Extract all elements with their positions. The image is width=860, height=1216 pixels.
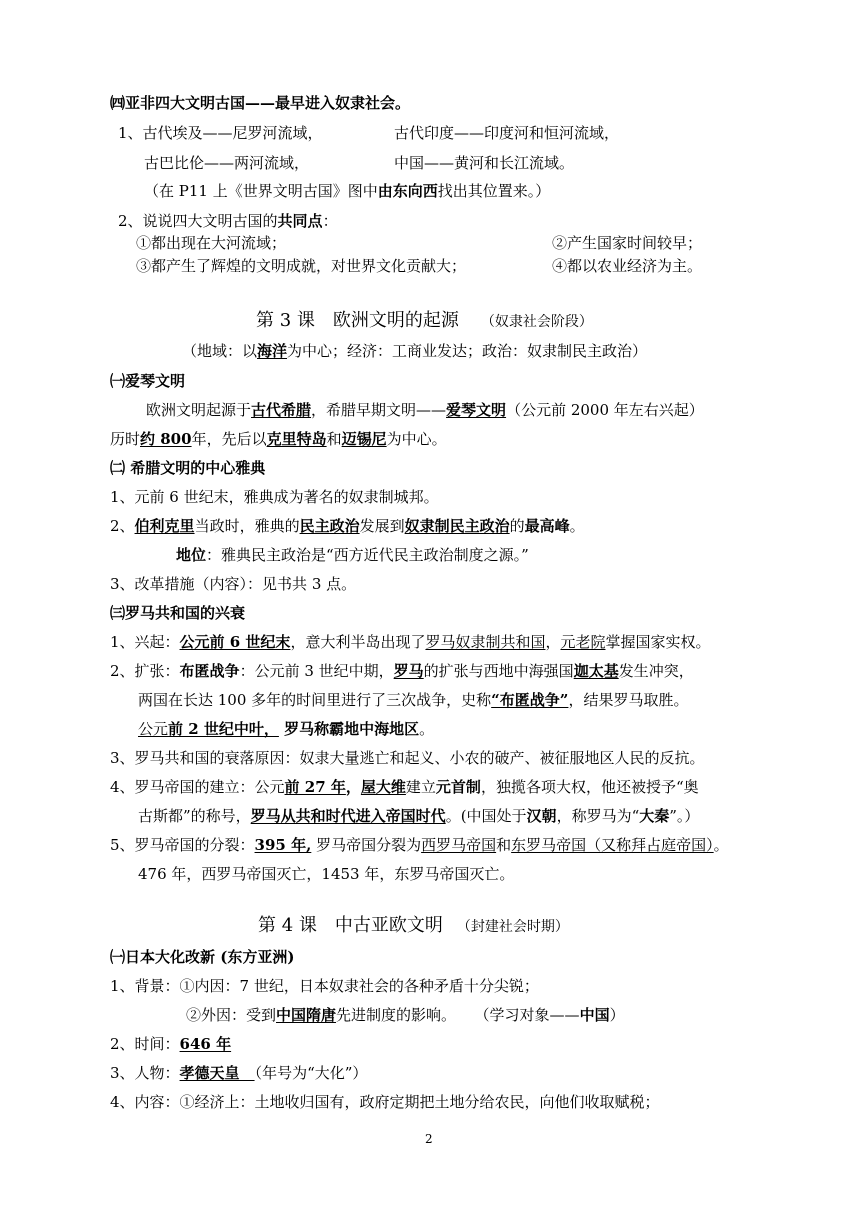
rome-dominates: 罗马称霸地中海地区 <box>278 720 420 738</box>
t: ，称罗马为“ <box>556 807 640 825</box>
principate: 元首制 <box>435 778 481 796</box>
position-label: 地位 <box>176 546 207 564</box>
t: 的 <box>509 517 525 535</box>
t: ，希腊早期文明—— <box>311 401 447 419</box>
rome-heading: ㈢罗马共和国的兴衰 <box>110 604 246 622</box>
taika-content: 4、内容：①经济上：土地收归国有，政府定期把土地分给农民，向他们收取赋税； <box>110 1093 660 1111</box>
t: 2、扩张： <box>110 662 180 680</box>
lesson-4-title <box>258 915 569 938</box>
athens-heading: ㈡ 希腊文明的中心雅典 <box>110 459 266 477</box>
mid-2nd-century-bc: 前 2 世纪中叶， <box>168 720 279 738</box>
punic-wars: 布匿战争 <box>179 662 240 680</box>
common-point-4: ④都以农业经济为主。 <box>552 257 703 275</box>
aegean-line-1 <box>146 399 704 421</box>
rome-item-2 <box>110 660 694 682</box>
t: ②外因：受到 <box>186 1006 277 1024</box>
t: 的扩张与西地中海强国 <box>423 662 574 680</box>
taika-heading: ㈠日本大化改新 (东方亚洲) <box>110 948 295 966</box>
t: 。 <box>713 836 729 854</box>
athens-item-1: 1、元前 6 世纪末，雅典成为著名的奴隶制城邦。 <box>110 488 439 506</box>
summary-a: （地域：以 <box>182 342 258 360</box>
t: 。 <box>419 720 435 738</box>
t: 发展到 <box>359 517 405 535</box>
question-colon: ： <box>322 212 338 230</box>
han-dynasty: 汉朝 <box>526 807 557 825</box>
t: ） <box>609 1006 625 1024</box>
carthage: 迦太基 <box>573 662 619 680</box>
common-points-question <box>118 210 338 232</box>
t: 和 <box>496 836 512 854</box>
taika-background-1: 1、背景：①内因：7 世纪，日本奴隶社会的各种矛盾十分尖锐； <box>110 977 539 995</box>
lesson-4-title-text: 第 4 课 中古亚欧文明 <box>258 915 443 936</box>
rome-item-2-line-3 <box>138 718 434 740</box>
babylon-item: 古巴比伦——两河流域， <box>144 154 310 172</box>
map-note-c: 找出其位置来。） <box>437 182 551 200</box>
rome-item-5 <box>110 834 729 856</box>
27-bc: 前 27 年 <box>284 778 346 796</box>
t: 。 <box>569 517 585 535</box>
question-prefix: 2、说说四大文明古国的 <box>118 212 278 230</box>
t: 欧洲文明起源于 <box>146 401 252 419</box>
646: 646 年 <box>179 1035 232 1053</box>
common-points-term: 共同点 <box>277 212 323 230</box>
t: 为中心。 <box>386 430 447 448</box>
t: 2、时间： <box>110 1035 180 1053</box>
roman-republic: 罗马奴隶制共和国 <box>425 633 546 651</box>
395: 395 年, <box>254 836 312 854</box>
section-heading-four-civilizations: ㈣亚非四大文明古国——最早进入奴隶社会。 <box>110 94 411 112</box>
summary-ocean: 海洋 <box>257 342 288 360</box>
about-800: 约 800 <box>140 430 192 448</box>
senate: 元老院 <box>560 633 606 651</box>
athens-item-2 <box>110 515 585 537</box>
lesson-3-title <box>256 310 593 333</box>
t: 年，先后以 <box>191 430 267 448</box>
t: （年号为“大化”） <box>254 1064 368 1082</box>
lesson-4-stage: （封建社会时期） <box>456 919 569 935</box>
t: 建立 <box>405 778 436 796</box>
t: 古斯都”的称号， <box>138 807 251 825</box>
athens-position <box>176 544 529 566</box>
t: 历时 <box>110 430 141 448</box>
taika-time <box>110 1033 231 1055</box>
mycenae: 迈锡尼 <box>341 430 387 448</box>
t: 罗马帝国分裂为 <box>311 836 422 854</box>
ancient-greece: 古代希腊 <box>251 401 312 419</box>
china-item: 中国——黄河和长江流域。 <box>394 154 575 172</box>
common-point-2: ②产生国家时间较早； <box>552 234 703 252</box>
india-item: 古代印度——印度河和恒河流域， <box>394 124 620 142</box>
rome-item-5-line-2: 476 年，西罗马帝国灭亡，1453 年，东罗马帝国灭亡。 <box>138 865 515 883</box>
lesson-3-summary <box>182 340 647 362</box>
common-point-1: ①都出现在大河流域； <box>136 234 287 252</box>
republic-to-empire: 罗马从共和时代进入帝国时代 <box>250 807 446 825</box>
t: 4、罗马帝国的建立：公元 <box>110 778 285 796</box>
t: 3、人物： <box>110 1064 180 1082</box>
t: 2、 <box>110 517 135 535</box>
page-number: 2 <box>425 1132 433 1146</box>
t: ”。） <box>669 807 700 825</box>
rome: 罗马 <box>393 662 424 680</box>
t: 当政时，雅典的 <box>194 517 300 535</box>
lesson-3-stage: （奴隶社会阶段） <box>480 314 593 330</box>
t: ，独揽各项大权，他还被授予“奥 <box>480 778 699 796</box>
crete: 克里特岛 <box>266 430 327 448</box>
democracy: 民主政治 <box>299 517 360 535</box>
taika-person <box>110 1062 367 1084</box>
map-note <box>144 180 550 202</box>
t: 5、罗马帝国的分裂： <box>110 836 255 854</box>
t: 。(中国处于 <box>445 807 527 825</box>
slave-democracy: 奴隶制民主政治 <box>404 517 510 535</box>
t: ，意大利半岛出现了 <box>290 633 426 651</box>
position-text: ：雅典民主政治是“西方近代民主政治制度之源。” <box>206 546 529 564</box>
t: （学习对象—— <box>482 1006 580 1024</box>
athens-item-3: 3、改革措施（内容）：见书共 3 点。 <box>110 575 357 593</box>
t: （公元前 2000 年左右兴起） <box>506 401 704 419</box>
t: 和 <box>326 430 342 448</box>
emperor-kotoku: 孝德天皇 <box>179 1064 255 1082</box>
western-roman-empire: 西罗马帝国 <box>421 836 497 854</box>
map-note-direction: 由东向西 <box>377 182 438 200</box>
t: 发生冲突， <box>618 662 694 680</box>
china-target: 中国 <box>579 1006 610 1024</box>
punic-wars-quoted: “布匿战争” <box>491 691 569 709</box>
rome-item-2-line-2 <box>138 689 688 711</box>
pericles: 伯利克里 <box>134 517 195 535</box>
t: 两国在长达 100 多年的时间里进行了三次战争，史称 <box>138 691 492 709</box>
t: ，结果罗马取胜。 <box>568 691 689 709</box>
map-note-a: （在 P11 上《世界文明古国》图中 <box>144 182 378 200</box>
t: 先进制度的影响。 <box>336 1006 457 1024</box>
peak: 最高峰 <box>524 517 570 535</box>
octavian: 屋大维 <box>360 778 406 796</box>
t: ：公元前 3 世纪中期， <box>239 662 394 680</box>
rome-item-3: 3、罗马共和国的衰落原因：奴隶大量逃亡和起义、小农的破产、被征服地区人民的反抗。 <box>110 749 705 767</box>
t: 公元 <box>138 720 169 738</box>
t: 掌握国家实权。 <box>605 633 711 651</box>
t: ， <box>345 778 361 796</box>
aegean-civilization: 爱琴文明 <box>446 401 507 419</box>
egypt-item: 1、古代埃及——尼罗河流域， <box>118 124 323 142</box>
rome-item-1 <box>110 631 711 653</box>
summary-c: 为中心；经济：工商业发达；政治：奴隶制民主政治） <box>287 342 648 360</box>
aegean-line-2 <box>110 428 447 450</box>
aegean-heading: ㈠爱琴文明 <box>110 372 186 390</box>
daqin: 大秦 <box>639 807 670 825</box>
lesson-3-title-text: 第 3 课 欧洲文明的起源 <box>256 310 459 331</box>
eastern-roman-empire: 东罗马帝国（又称拜占庭帝国） <box>511 836 714 854</box>
t: ， <box>545 633 561 651</box>
6th-century-bc: 公元前 6 世纪末 <box>179 633 291 651</box>
t: 1、兴起： <box>110 633 180 651</box>
taika-background-2 <box>186 1004 625 1026</box>
common-point-3: ③都产生了辉煌的文明成就，对世界文化贡献大； <box>136 257 467 275</box>
rome-item-4-line-2 <box>138 805 699 827</box>
sui-tang: 中国隋唐 <box>276 1006 337 1024</box>
rome-item-4 <box>110 776 699 798</box>
